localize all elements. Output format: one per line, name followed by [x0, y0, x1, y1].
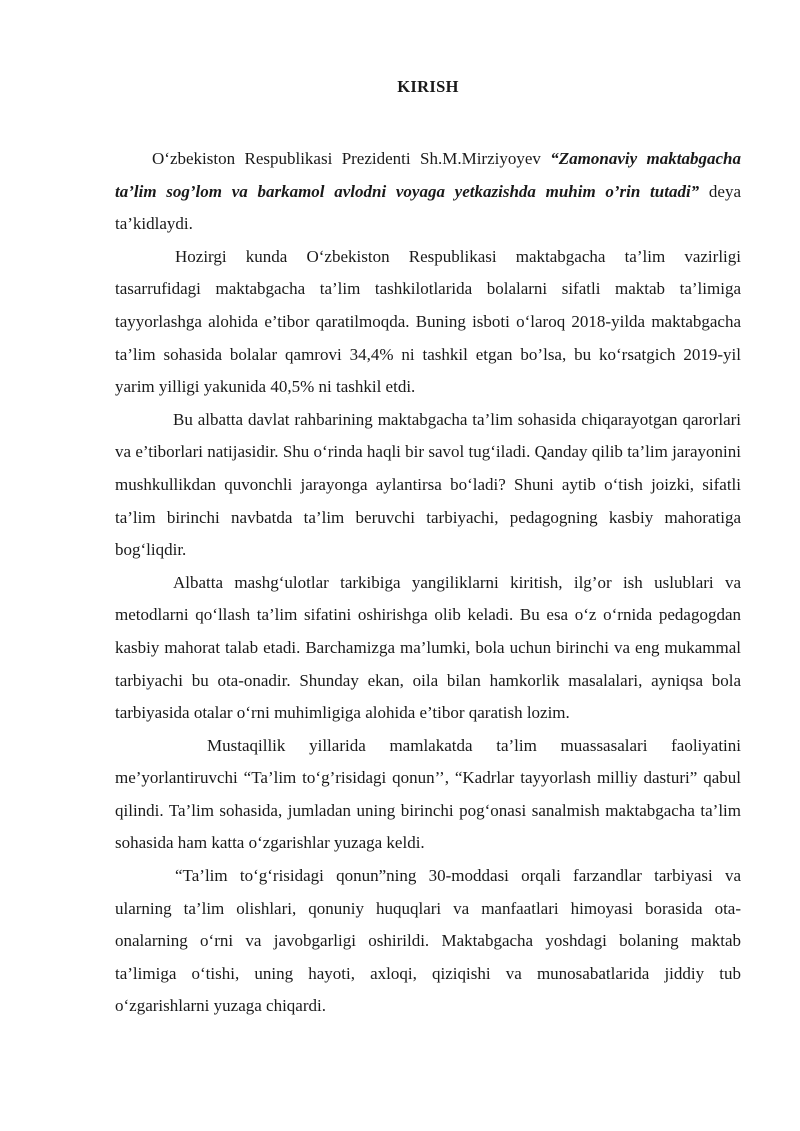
paragraph-4: Albatta mashg‘ulotlar tarkibiga yangiliklarni kiritish, ilg’or ish uslublari va metodlarni qo‘llash ta’lim sifatini oshirishga olib keladi. Bu esa o‘z o‘rnida pedagogdan kasbiy mahorat talab etadi. Barchamizga ma’lumki, bola uchun birinchi va eng mukammal tarbiyachi bu ota-onadir. Shunday ekan, oila bilan hamkorlik masalalari, ayniqsa bola tarbiyasida otalar o‘rni muhimligiga alohida e’tibor qaratish lozim.: [115, 572, 741, 723]
paragraph-1: [115, 143, 741, 241]
paragraph-6: “Ta’lim to‘g‘risidagi qonun”ning 30-moddasi orqali farzandlar tarbiyasi va ularning ta’lim olishlari, qonuniy huquqlari va manfaatlari himoyasi borasida ota-onalarning o‘rni va javobgarligi oshirildi. Maktabgacha yoshdagi bolaning maktab ta’limiga o‘tishi, uning hayoti, axloqi, qiziqishi va munosabatlarida jiddiy tub o‘zgarishlarni yuzaga chiqardi.: [115, 866, 741, 1016]
paragraph-3: Bu albatta davlat rahbarining maktabgacha ta’lim sohasida chiqarayotgan qarorlari va e’tiborlari natijasidir. Shu o‘rinda haqli bir savol tug‘iladi. Qanday qilib ta’lim jarayonini mushkullikdan quvonchli jarayonga aylantirsa bo‘ladi? Shuni aytib o‘tish joizki, sifatli ta’lim birinchi navbatda ta’lim beruvchi tarbiyachi, pedagogning kasbiy mahoratiga bog‘liqdir.: [115, 409, 741, 560]
paragraph-2: Hozirgi kunda O‘zbekiston Respublikasi maktabgacha ta’lim vazirligi tasarrufidagi maktabgacha ta’lim tashkilotlarida bolalarni sifatli maktab ta’limiga tayyorlashga alohida e’tibor qaratilmoqda. Buning isboti o‘laroq 2018-yilda maktabgacha ta’lim sohasida bolalar qamrovi 34,4% ni tashkil etgan bo’lsa, bu ko‘rsatgich 2019-yil yarim yilligi yakunida 40,5% ni tashkil etdi.: [115, 246, 741, 397]
document-body: [115, 143, 741, 1023]
document-page: [115, 0, 741, 1023]
paragraph-1-lead: O‘zbekiston Respublikasi Prezidenti Sh.M.Mirziyoyev: [152, 149, 551, 168]
president-quote: “Zamonaviy maktabgacha ta’lim sog’lom va barkamol avlodni voyaga yetkazishda muhim o’rin tutadi”: [115, 149, 741, 201]
paragraph-5: Mustaqillik yillarida mamlakatda ta’lim muassasalari faoliyatini me’yorlantiruvchi “Ta’lim to‘g’risidagi qonun’’, “Kadrlar tayyorlash milliy dasturi” qabul qilindi. Ta’lim sohasida, jumladan uning birinchi pog‘onasi sanalmish maktabgacha ta’lim sohasida ham katta o‘zgarishlar yuzaga keldi.: [115, 735, 741, 853]
paragraph-1-tail: deya ta’kidlaydi.: [115, 181, 741, 234]
page-title: KIRISH: [397, 77, 459, 96]
